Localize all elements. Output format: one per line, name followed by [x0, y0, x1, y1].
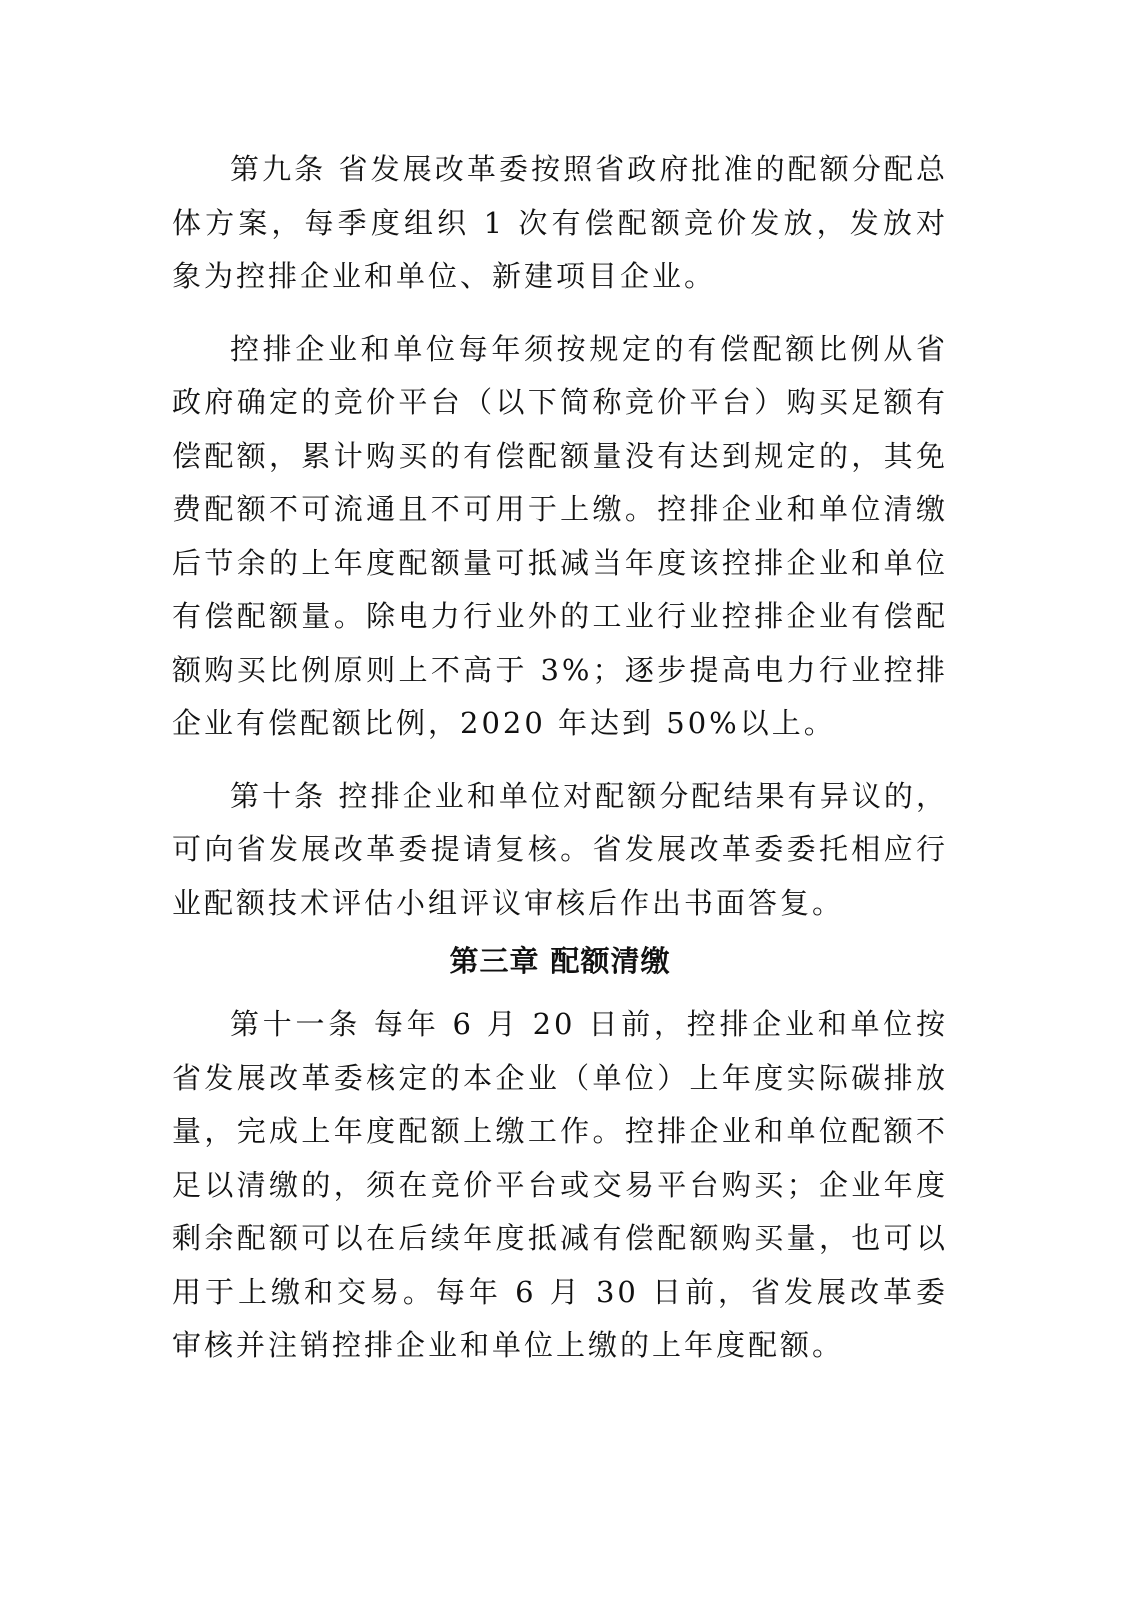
- article-10-paragraph: 第十条 控排企业和单位对配额分配结果有异议的，可向省发展改革委提请复核。省发展改革委委托相应行业配额技术评估小组评议审核后作出书面答复。: [172, 778, 948, 920]
- document-page: [172, 143, 948, 1373]
- article-9-paragraph: 第九条 省发展改革委按照省政府批准的配额分配总体方案，每季度组织 1 次有偿配额竞价发放，发放对象为控排企业和单位、新建项目企业。: [172, 152, 948, 293]
- article-11-paragraph: 第十一条 每年 6 月 20 日前，控排企业和单位按省发展改革委核定的本企业（单位）上年度实际碳排放量，完成上年度配额上缴工作。控排企业和单位配额不足以清缴的，须在竞价平台或交易平台购买；企业年度剩余配额可以在后续年度抵减有偿配额购买量，也可以用于上缴和交易。每年 6 月 30 日前，省发展改革委审核并注销控排企业和单位上缴的上年度配额。: [172, 1007, 948, 1362]
- paid-quota-paragraph: 控排企业和单位每年须按规定的有偿配额比例从省政府确定的竞价平台（以下简称竞价平台）购买足额有偿配额，累计购买的有偿配额量没有达到规定的，其免费配额不可流通且不可用于上缴。控排企业和单位清缴后节余的上年度配额量可抵减当年度该控排企业和单位有偿配额量。除电力行业外的工业行业控排企业有偿配额购买比例原则上不高于 3%；逐步提高电力行业控排企业有偿配额比例，2020 年达到 50%以上。: [172, 331, 948, 740]
- chapter-heading: 第三章 配额清缴: [449, 944, 671, 978]
